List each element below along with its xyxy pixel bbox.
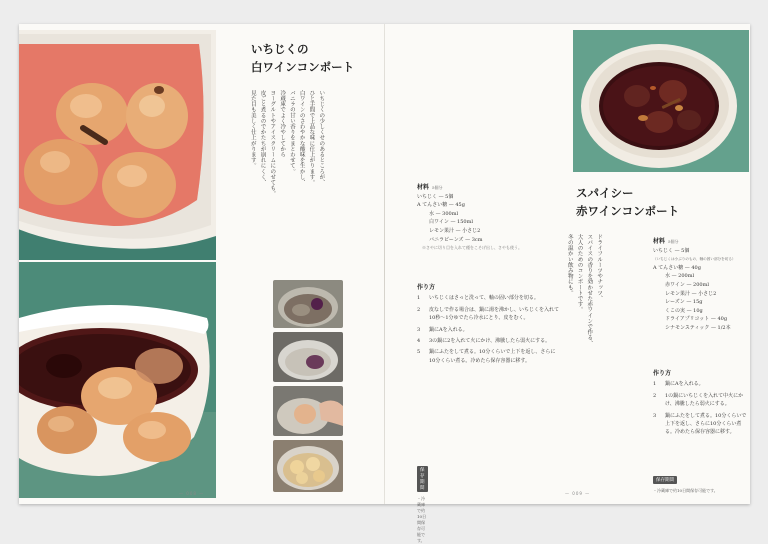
intro-line: バニラの甘い香りをまとわせて。 — [288, 90, 295, 174]
ingredient-item: レモン果汁 — 小さじ2 — [429, 227, 481, 234]
page-number: — 009 — — [565, 491, 591, 496]
intro-line: スパイスの香りを効かせた赤ワインで作る、 — [586, 234, 593, 346]
ingredient-note: ※さやに切り目を入れて種をこそげ出し、さやも使う。 — [422, 245, 522, 251]
method-step: 2 1の鍋にいちじくを入れて中火にかけ、沸騰したら弱火にする。 — [653, 392, 744, 408]
intro-line: 冬の温かい飲み物にも。 — [566, 234, 573, 296]
serving-size: 5個分 — [668, 239, 679, 244]
intro-line: 大人のためのコンポートです。 — [576, 234, 583, 313]
recipe-title — [251, 40, 354, 76]
ingredient-item: （いちじくは小ぶりのもの、軸の固い部分を切る） — [653, 257, 736, 262]
ingredient-item: くこの実 — 10g — [665, 307, 703, 314]
method-step: 5 鍋にふたをして煮る。10分くらいで上下を返し、さらに10分くらい煮る。冷めたら保存容器に移す。 — [417, 349, 556, 364]
serving-size: 5個分 — [432, 185, 443, 190]
method-step: 2 皮なしで作る場合は、鍋に湯を沸かし、いちじくを入れて10秒〜1分ゆでたら冷水にとり、皮をむく。 — [417, 306, 560, 322]
intro-line: 冷蔵庫でよく冷やしてから — [279, 90, 286, 158]
method-step: 3 鍋にAを入れる。 — [417, 326, 468, 333]
recipe-intro-text — [564, 234, 603, 384]
ingredient-item: ドライアプリコット — 40g — [665, 316, 728, 323]
recipe-title-line-1: スパイシー — [576, 186, 634, 200]
step-photo-2 — [273, 332, 343, 382]
method-step: 1 いちじくはさっと洗って、軸の固い部分を切る。 — [417, 295, 539, 302]
book-spread — [19, 24, 750, 543]
ingredients-heading: 材料 5個分 — [653, 238, 679, 245]
step-photo-1 — [273, 280, 343, 328]
method-step: 3 鍋にふたをして煮る。10分くらいで上下を返し、さらに10分くらい煮る。冷めたら保存容器に移す。 — [653, 412, 747, 436]
ingredient-item: 水 — 200ml — [665, 273, 695, 280]
white-wine-compote-photo — [19, 30, 216, 260]
intro-line: ひと手間で上品な味に仕上がります。 — [308, 90, 315, 186]
left-page — [19, 24, 560, 543]
method-heading: 作り方 — [417, 284, 436, 291]
right-page — [385, 24, 750, 504]
red-wine-compote-photo — [573, 30, 749, 172]
ingredient-item: 赤ワイン — 200ml — [665, 281, 709, 288]
method-step: 4 3の鍋に2を入れて火にかけ、沸騰したら弱火にする。 — [417, 338, 551, 345]
method-heading: 作り方 — [653, 370, 672, 377]
storage-badge: 保存期間 — [417, 466, 428, 492]
storage-info — [653, 466, 718, 494]
intro-line: 白ワインのさわやかな酸味を生かし、 — [298, 90, 305, 186]
ingredients-heading: 材料 5個分 — [417, 184, 443, 191]
intro-line: 皮ごと煮るのでかたちが崩れにくく、 — [259, 90, 266, 186]
ingredient-item: A てんさい糖 — 40g — [653, 264, 701, 271]
recipe-title-line-2: 白ワインコンポート — [251, 60, 355, 74]
intro-line: 見た目も美しく仕上がります。 — [249, 90, 256, 169]
intro-line: ドライフルーツやナッツ、 — [596, 234, 603, 302]
step-photo-3 — [273, 386, 343, 436]
ingredient-item: シナモンスティック — 1/2本 — [665, 324, 731, 331]
intro-line: ヨーグルトやアイスクリームにのせても。 — [269, 90, 276, 197]
page-number: — 008 — — [179, 491, 205, 496]
ingredient-item: いちじく — 5個 — [653, 247, 690, 254]
ingredient-item: 白ワイン — 150ml — [429, 219, 473, 226]
storage-note: ・冷蔵庫で約10日間保存可能です。 — [653, 488, 718, 493]
storage-badge: 保存期間 — [653, 476, 677, 484]
ingredients-list — [653, 238, 749, 333]
ingredient-item: バニラビーンズ — 3cm — [429, 236, 483, 243]
ingredient-item: 水 — 300ml — [429, 210, 459, 217]
recipe-intro-text — [247, 90, 325, 240]
ingredient-item: レーズン — 15g — [665, 299, 703, 306]
method-steps — [653, 370, 747, 440]
recipe-title-line-1: いちじくの — [251, 42, 309, 56]
method-step: 1 鍋にAを入れる。 — [653, 381, 704, 388]
ingredient-item: レモン果汁 — 小さじ2 — [665, 290, 717, 297]
step-photo-4 — [273, 440, 343, 492]
red-wine-figs-photo — [19, 262, 216, 498]
recipe-title — [576, 184, 679, 220]
recipe-title-line-2: 赤ワインコンポート — [576, 204, 680, 218]
ingredient-item: A てんさい糖 — 45g — [417, 202, 465, 209]
intro-line: いちじくの少しくせのあるところが、 — [318, 90, 325, 186]
ingredient-item: いちじく — 5個 — [417, 193, 454, 200]
storage-note: ・冷蔵庫で約10日間保存可能です。 — [417, 496, 427, 543]
